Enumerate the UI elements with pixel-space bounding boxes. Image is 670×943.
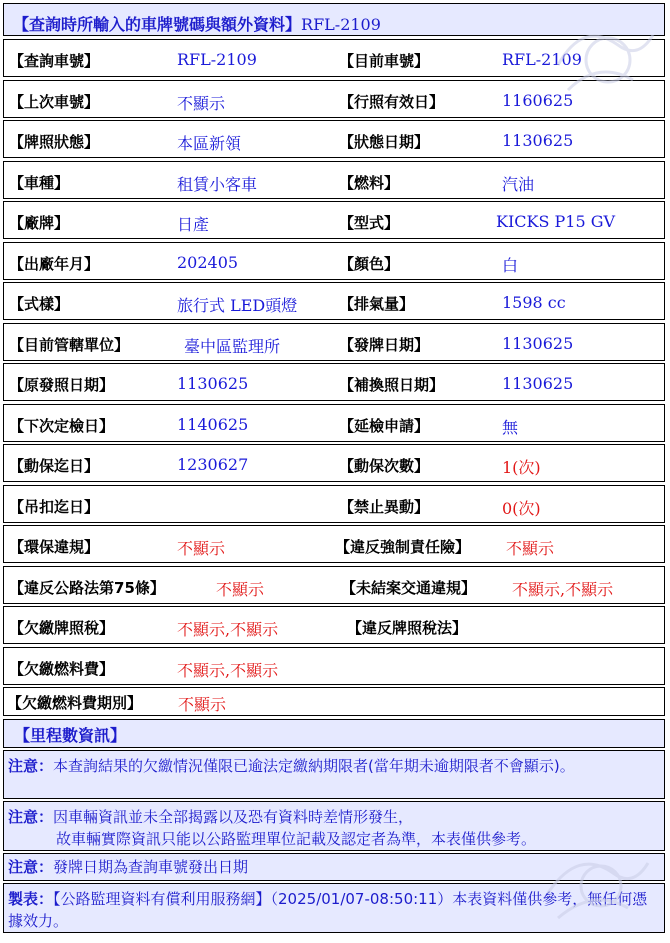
field-label: 【違反強制責任險】	[335, 538, 471, 556]
field-value: 租賃小客車	[177, 175, 258, 194]
field-value: 不顯示	[506, 539, 555, 558]
fee-period-label: 【欠繳燃料費期別】	[7, 694, 143, 712]
field-value: 不顯示,不顯示	[177, 620, 279, 639]
field-label: 【燃料】	[339, 174, 400, 192]
note-disclaimer-line1: 因車輛資訊並未全部揭露以及恐有資料時差情形發生，	[53, 808, 414, 826]
note-produced-by-head: 製表：	[8, 890, 54, 908]
field-value: 202405	[177, 253, 239, 272]
info-row	[3, 444, 665, 482]
field-label: 【吊扣迄日】	[9, 498, 100, 516]
note-produced-by-text	[8, 888, 658, 932]
field-value: 1130625	[177, 374, 249, 393]
fee-period-row	[3, 687, 665, 716]
field-value: 1130625	[502, 131, 574, 150]
note-produced-by-body: 【公路監理資料有償利用服務網】（2025/01/07-08:50:11）本表資料僅供參考，無任何憑據效力。	[8, 890, 648, 930]
field-value: 臺中區監理所	[184, 337, 281, 356]
field-label: 【補換照日期】	[339, 376, 445, 394]
info-row	[3, 323, 665, 361]
field-label: 【顏色】	[339, 255, 400, 273]
field-label: 【環保違規】	[9, 538, 100, 556]
note-overdue	[3, 750, 665, 799]
query-header	[3, 3, 665, 36]
field-label: 【原發照日期】	[9, 376, 115, 394]
field-label: 【牌照狀態】	[9, 133, 100, 151]
field-value: 不顯示,不顯示	[512, 580, 614, 599]
field-value: 不顯示	[216, 580, 265, 599]
field-label: 【式樣】	[9, 295, 70, 313]
note-issue-date-body: 發牌日期為查詢車號發出日期	[53, 858, 249, 876]
note-overdue-text	[8, 755, 658, 777]
field-value: 不顯示	[177, 94, 226, 113]
info-row	[3, 39, 665, 77]
note-overdue-head: 注意：	[8, 757, 54, 775]
vehicle-info-sheet	[3, 3, 665, 936]
field-label: 【違反公路法第75條】	[9, 579, 165, 597]
field-label: 【排氣量】	[339, 295, 415, 313]
note-disclaimer	[3, 801, 665, 851]
field-value: KICKS P15 GV	[496, 212, 616, 231]
note-issue-date-head: 注意：	[8, 858, 54, 876]
note-issue-date-text	[8, 856, 658, 878]
info-row	[3, 282, 665, 320]
info-row	[3, 566, 665, 604]
field-value: 日產	[177, 215, 210, 234]
field-value: 旅行式 LED頭燈	[177, 296, 298, 315]
mileage-section	[3, 719, 665, 748]
field-label: 【廠牌】	[9, 214, 70, 232]
info-row	[3, 201, 665, 239]
info-row	[3, 80, 665, 118]
field-value: 1130625	[502, 374, 574, 393]
query-header-title	[13, 12, 381, 35]
field-label: 【違反牌照稅法】	[347, 619, 468, 637]
fee-period-value: 不顯示	[178, 695, 227, 714]
field-value: RFL-2109	[502, 50, 582, 69]
field-value: 無	[502, 418, 519, 437]
field-value: 0(次)	[502, 499, 541, 518]
field-label: 【下次定檢日】	[9, 417, 115, 435]
note-disclaimer-head: 注意：	[8, 808, 54, 826]
field-label: 【型式】	[339, 214, 400, 232]
field-label: 【目前車號】	[339, 52, 430, 70]
info-row	[3, 647, 665, 685]
note-produced-by	[3, 883, 665, 933]
field-value: 汽油	[502, 175, 535, 194]
field-label: 【查詢車號】	[9, 52, 100, 70]
info-row	[3, 161, 665, 199]
field-label: 【延檢申請】	[339, 417, 430, 435]
field-label: 【禁止異動】	[339, 498, 430, 516]
field-label: 【未結案交通違規】	[341, 579, 477, 597]
field-value: 1140625	[177, 415, 249, 434]
mileage-section-title: 【里程數資訊】	[14, 726, 127, 745]
field-label: 【目前管轄單位】	[9, 336, 130, 354]
field-value: 白	[502, 256, 519, 275]
field-label: 【狀態日期】	[339, 133, 430, 151]
query-header-plate: RFL-2109	[301, 15, 381, 34]
field-label: 【出廠年月】	[9, 255, 100, 273]
note-disclaimer-text	[8, 806, 658, 850]
query-header-label: 【查詢時所輸入的車牌號碼與額外資料】	[13, 15, 302, 34]
note-overdue-body: 本查詢結果的欠繳情況僅限已逾法定繳納期限者(當年期未逾期限者不會顯示)。	[53, 757, 575, 775]
field-label: 【動保迄日】	[9, 457, 100, 475]
info-row	[3, 485, 665, 523]
field-value: 1(次)	[502, 458, 541, 477]
note-disclaimer-line2: 故車輛實際資訊只能以公路監理單位記載及認定者為準，本表僅供參考。	[56, 830, 537, 848]
note-issue-date	[3, 853, 665, 881]
field-value: 不顯示	[177, 539, 226, 558]
field-value: 1130625	[502, 334, 574, 353]
info-row	[3, 404, 665, 442]
field-label: 【發牌日期】	[339, 336, 430, 354]
field-value: 不顯示,不顯示	[177, 661, 279, 680]
field-value: 本區新領	[177, 134, 242, 153]
info-row	[3, 606, 665, 644]
info-row	[3, 363, 665, 401]
field-value: 1598 cc	[502, 293, 566, 312]
info-row	[3, 242, 665, 280]
field-value: RFL-2109	[177, 50, 257, 69]
info-row	[3, 525, 665, 563]
field-label: 【上次車號】	[9, 93, 100, 111]
field-value: 1230627	[177, 455, 249, 474]
info-row	[3, 120, 665, 158]
field-value: 1160625	[502, 91, 574, 110]
field-label: 【行照有效日】	[339, 93, 445, 111]
field-label: 【動保次數】	[339, 457, 430, 475]
field-label: 【車種】	[9, 174, 70, 192]
field-label: 【欠繳牌照稅】	[9, 619, 115, 637]
field-label: 【欠繳燃料費】	[9, 660, 115, 678]
